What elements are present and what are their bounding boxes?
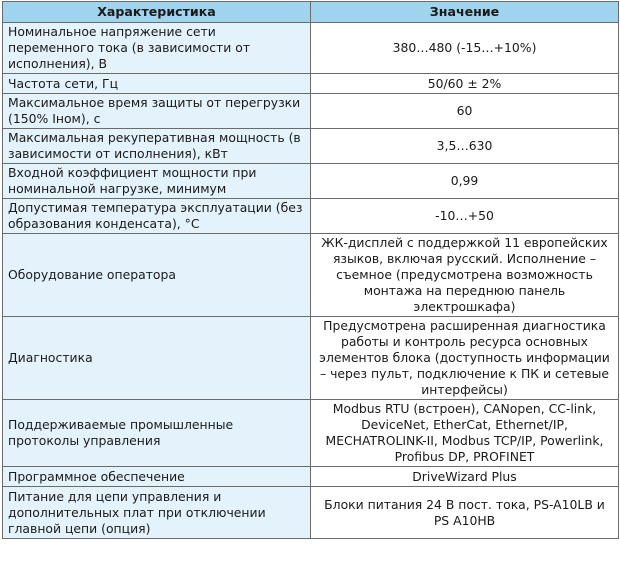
row-value: 50/60 ± 2% <box>311 74 619 94</box>
row-value: 380…480 (-15…+10%) <box>311 23 619 74</box>
row-value: Блоки питания 24 В пост. тока, PS-A10LB и PS A10HB <box>311 487 619 539</box>
row-label: Частота сети, Гц <box>3 74 311 94</box>
table-row <box>3 164 619 199</box>
row-value: DriveWizard Plus <box>311 467 619 487</box>
row-label: Диагностика <box>3 317 311 400</box>
table-row <box>3 317 619 400</box>
row-label: Входной коэффициент мощности при номинальной нагрузке, минимум <box>3 164 311 199</box>
table-row <box>3 467 619 487</box>
table-row <box>3 129 619 164</box>
row-value: Modbus RTU (встроен), CANopen, CC-link, DeviceNet, EtherCat, Ethernet/IP, MECHATROLINK-II, Modbus TCP/IP, Powerlink, Profibus DP, PROFINET <box>311 400 619 467</box>
row-value: Предусмотрена расширенная диагностика работы и контроль ресурса основных элементов блока (доступность информации – через пульт, подключение к ПК и сетевые интерфейсы) <box>311 317 619 400</box>
header-value: Значение <box>311 2 619 23</box>
row-value: -10…+50 <box>311 199 619 234</box>
specifications-table <box>2 1 619 539</box>
row-label: Максимальная рекуперативная мощность (в зависимости от исполнения), кВт <box>3 129 311 164</box>
row-label: Максимальное время защиты от перегрузки (150% Iном), с <box>3 94 311 129</box>
row-label: Допустимая температура эксплуатации (без образования конденсата), °С <box>3 199 311 234</box>
table-row <box>3 199 619 234</box>
table-row <box>3 94 619 129</box>
table-header-row <box>3 2 619 23</box>
row-value: 60 <box>311 94 619 129</box>
row-value: ЖК-дисплей с поддержкой 11 европейских языков, включая русский. Исполнение – съемное (предусмотрена возможность монтажа на переднюю панель электрошкафа) <box>311 234 619 317</box>
row-label: Питание для цепи управления и дополнительных плат при отключении главной цепи (опция) <box>3 487 311 539</box>
row-label: Оборудование оператора <box>3 234 311 317</box>
table-row <box>3 400 619 467</box>
header-characteristic: Характеристика <box>3 2 311 23</box>
row-value: 0,99 <box>311 164 619 199</box>
row-label: Номинальное напряжение сети переменного тока (в зависимости от исполнения), В <box>3 23 311 74</box>
table-row <box>3 74 619 94</box>
row-label: Программное обеспечение <box>3 467 311 487</box>
row-value: 3,5…630 <box>311 129 619 164</box>
table-row <box>3 23 619 74</box>
table-row <box>3 487 619 539</box>
row-label: Поддерживаемые промышленные протоколы управления <box>3 400 311 467</box>
table-row <box>3 234 619 317</box>
